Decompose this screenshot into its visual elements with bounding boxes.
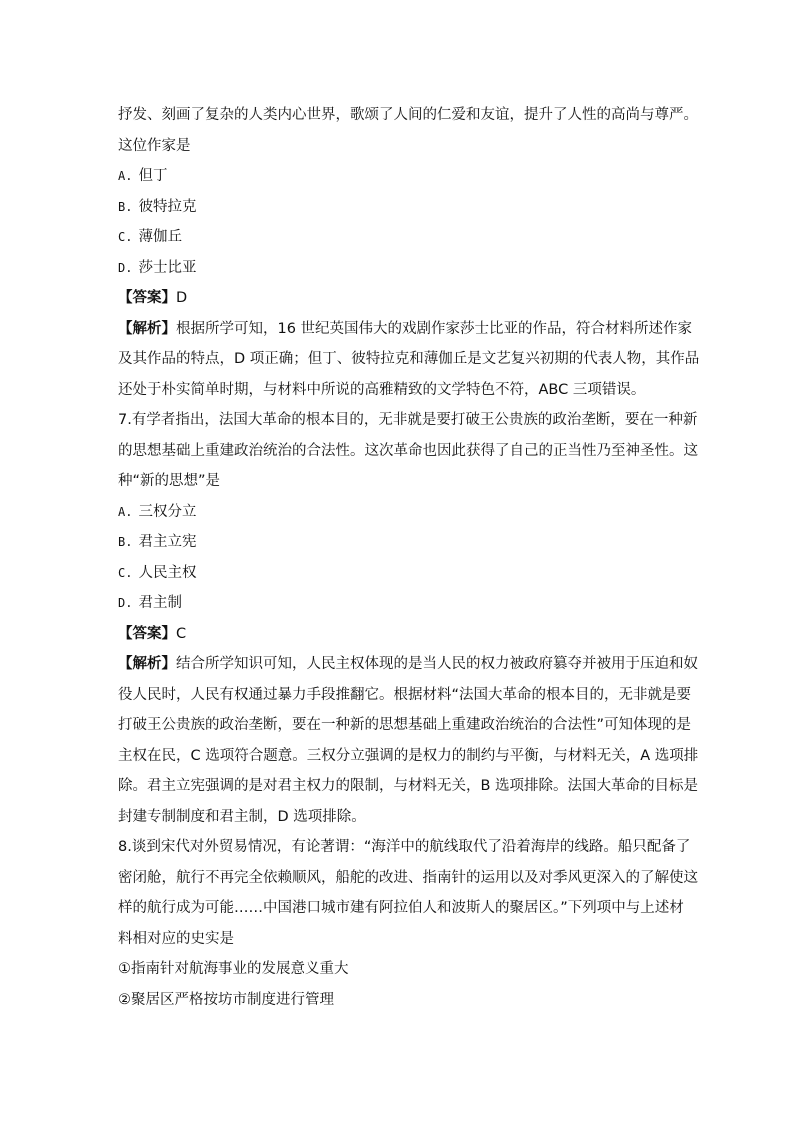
- answer-label: 【答案】: [118, 290, 176, 306]
- text-line: ①指南针对航海事业的发展意义重大: [118, 961, 349, 977]
- option-key: D.: [118, 260, 133, 275]
- option-text: 薄伽丘: [138, 229, 182, 245]
- option-key: B.: [118, 535, 133, 549]
- analysis-text: 根据所学可知，16 世纪英国伟大的戏剧作家莎士比亚的作品，符合材料所述作家: [176, 320, 693, 337]
- text-line: 及其作品的特点，D 项正确；但丁、彼特拉克和薄伽丘是文艺复兴初期的代表人物，其作品: [118, 351, 700, 367]
- answer-line: [118, 619, 678, 650]
- text-line: 料相对应的史实是: [118, 930, 234, 947]
- document-body: [118, 100, 700, 1015]
- text-line: 还处于朴实简单时期，与材料中所说的高雅精致的文学特色不符，ABC 三项错误。: [118, 381, 646, 398]
- answer-label: 【答案】: [118, 625, 176, 642]
- text-line: 8.谈到宋代对外贸易情况，有论著谓：“海洋中的航线取代了沿着海岸的线路。船只配备了: [118, 839, 691, 855]
- analysis-line: [118, 314, 693, 345]
- answer-option: [118, 222, 678, 253]
- text-line: 样的航行成为可能……中国港口城市建有阿拉伯人和波斯人的聚居区。”下列项中与上述材: [118, 900, 684, 916]
- text-line: 这位作家是: [118, 137, 191, 154]
- answer-option: [118, 161, 678, 192]
- answer-option: [118, 527, 678, 558]
- text-line: 7.有学者指出，法国大革命的根本目的，无非就是要打破王公贵族的政治垄断，要在一种新: [118, 412, 698, 428]
- option-text: 但丁: [138, 168, 168, 184]
- analysis-label: 【解析】: [118, 656, 176, 672]
- text-line: 封建专制制度和君主制，D 选项排除。: [118, 808, 366, 825]
- option-key: A.: [118, 169, 133, 183]
- option-text: 君主制: [138, 595, 182, 611]
- analysis-label: 【解析】: [118, 320, 176, 337]
- answer-text: D: [176, 290, 188, 306]
- option-key: B.: [118, 199, 133, 214]
- option-text: 彼特拉克: [138, 198, 197, 215]
- answer-option: [118, 253, 678, 284]
- option-key: A.: [118, 504, 133, 519]
- option-text: 三权分立: [138, 503, 197, 520]
- answer-option: [118, 558, 678, 589]
- text-line: 抒发、刻画了复杂的人类内心世界，歌颂了人间的仁爱和友谊，提升了人性的高尚与尊严。: [118, 107, 698, 123]
- answer-text: C: [176, 625, 187, 642]
- text-line: 的思想基础上重建政治统治的合法性。这次革命也因此获得了自己的正当性乃至神圣性。这: [118, 442, 698, 459]
- analysis-line: [118, 649, 698, 680]
- option-text: 君主立宪: [138, 534, 197, 550]
- text-line: 密闭舱，航行不再完全依赖顺风，船舵的改进、指南针的运用以及对季风更深入的了解使这: [118, 869, 698, 886]
- answer-line: [118, 283, 678, 314]
- text-line: 役人民时，人民有权通过暴力手段推翻它。根据材料“法国大革命的根本目的，无非就是要: [118, 686, 692, 703]
- answer-option: [118, 588, 678, 619]
- option-text: 人民主权: [138, 564, 197, 581]
- option-text: 莎士比亚: [138, 259, 197, 276]
- text-line: 除。君主立宪强调的是对君主权力的限制，与材料无关，B 选项排除。法国大革命的目标是: [118, 778, 699, 794]
- answer-option: [118, 497, 678, 528]
- text-line: 主权在民，C 选项符合题意。三权分立强调的是权力的制约与平衡，与材料无关，A 选项排: [118, 747, 699, 764]
- text-line: 打破王公贵族的政治垄断，要在一种新的思想基础上重建政治统治的合法性”可知体现的是: [118, 717, 692, 733]
- text-line: 种“新的思想”是: [118, 473, 221, 489]
- option-key: C.: [118, 565, 133, 580]
- text-line: ②聚居区严格按坊市制度进行管理: [118, 991, 334, 1008]
- answer-option: [118, 192, 678, 223]
- option-key: D.: [118, 596, 133, 610]
- analysis-text: 结合所学知识可知，人民主权体现的是当人民的权力被政府篡夺并被用于压迫和奴: [176, 656, 698, 672]
- option-key: C.: [118, 230, 133, 244]
